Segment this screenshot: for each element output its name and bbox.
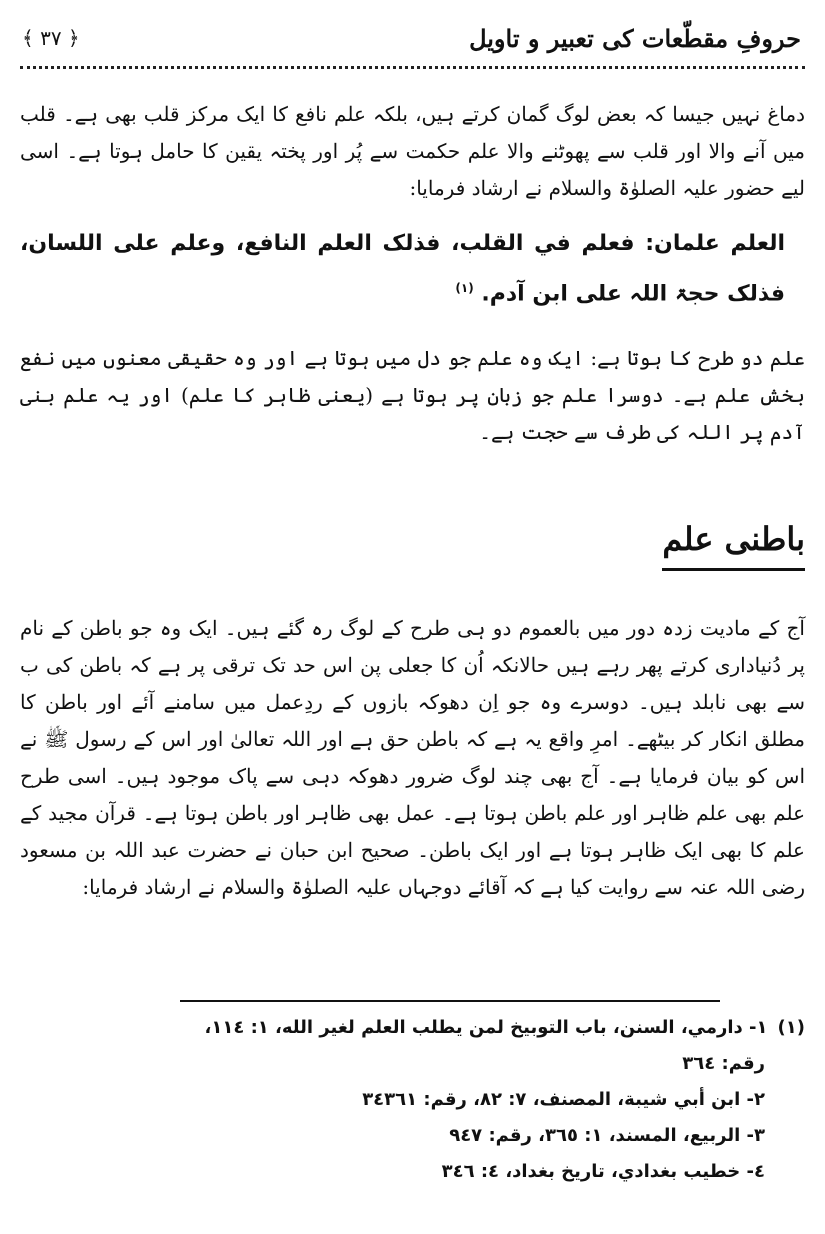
footnote-text: ٢- ابن أبي شيبة، المصنف، ٧: ٨٢، رقم: ٣٤٣٦١ — [362, 1089, 765, 1110]
header-divider — [20, 66, 805, 69]
running-title: حروفِ مقطّعات کی تعبیر و تاویل — [469, 24, 801, 53]
footnote-line — [20, 1118, 805, 1154]
footnote-line — [20, 1046, 805, 1082]
paragraph-text: آج کے مادیت زدہ دور میں بالعموم دو ہی طرح کے لوگ رہ گئے ہیں۔ ایک وہ جو باطن کے نام پر دُنیاداری کرتے پھر رہے ہیں حالانکہ اُن کا جعلی پن اس حد تک ترقی پر ہے کہ باطن کی ب سے بھی نابلد ہیں۔ دوسرے وہ جو اِن دھوکہ بازوں کے ردِعمل میں سامنے آئے اور باطن کا مطلق انکار کر بیٹھے۔ امرِ واقع یہ ہے کہ باطن حق ہے اور اللہ تعالیٰ اور اس کے رسول ﷺ نے اس کو بیان فرمایا ہے۔ آج بھی چند لوگ ضرور دھوکہ دہی سے پاک موجود ہیں۔ اسی طرح علم بھی علم ظاہر اور علم باطن ہوتا ہے۔ عمل بھی ظاہر اور باطن ہوتا ہے۔ قرآن مجید کے علم کا بھی ایک ظاہر ہوتا ہے اور ایک باطن۔ صحیح ابن حبان نے حضرت عبد اللہ بن مسعود رضی اللہ عنہ سے روایت کیا ہے کہ آقائے دوجہاں علیہ الصلوٰۃ والسلام نے ارشاد فرمایا: — [20, 616, 805, 899]
footnote-text: ٣- الربيع، المسند، ١: ٣٦٥، رقم: ٩٤٧ — [449, 1125, 765, 1146]
footnote-reference: (١) — [455, 281, 474, 295]
footnote-line — [20, 1154, 805, 1190]
paragraph-text: علم دو طرح کا ہوتا ہے: ایک وہ علم جو دل میں ہوتا ہے اور وہ حقیقی معنوں میں نفع بخش علم ہے۔ دوسرا علم جو زبان پر ہوتا ہے (یعنی ظاہر کا علم) اور یہ علم بنی آدم پر اللہ کی طرف سے حجت ہے۔ — [20, 346, 805, 444]
page-header — [20, 18, 805, 60]
paragraph-text: دماغ نہیں جیسا کہ بعض لوگ گمان کرتے ہیں، بلکہ علم نافع کا ایک مرکز قلب بھی ہے۔ قلب میں آنے والا اور قلب سے پھوٹنے والا علم حکمت سے پُر اور پختہ یقین کا حامل ہوتا ہے۔ اسی لیے حضور علیہ الصلوٰۃ والسلام نے ارشاد فرمایا: — [20, 102, 805, 200]
footnotes — [20, 1010, 805, 1190]
hadith-text: العلم علمان: فعلم في القلب، فذلک العلم النافع، وعلم علی اللسان، فذلک حجۃ اللہ علی ابن آدم. — [20, 231, 785, 307]
footnote-line — [20, 1010, 805, 1046]
main-paragraph — [20, 610, 805, 906]
section-heading: باطنی علم — [662, 512, 805, 571]
footnote-text: ١- دارمي، السنن، باب التوبيخ لمن يطلب العلم لغير الله، ١: ١١٤، — [204, 1017, 768, 1038]
footnote-text: ٤- خطيب بغدادي، تاريخ بغداد، ٤: ٣٤٦ — [441, 1161, 765, 1182]
footnote-divider — [180, 1000, 720, 1002]
page-number: ﴾ ٣٧ ﴿ — [22, 26, 80, 50]
footnote-text: رقم: ٣٦٤ — [682, 1053, 765, 1074]
footnote-line — [20, 1082, 805, 1118]
footnote-marker: (١) — [777, 1017, 805, 1038]
translation-paragraph — [20, 340, 805, 451]
intro-paragraph — [20, 96, 805, 207]
hadith-quote — [20, 222, 805, 316]
